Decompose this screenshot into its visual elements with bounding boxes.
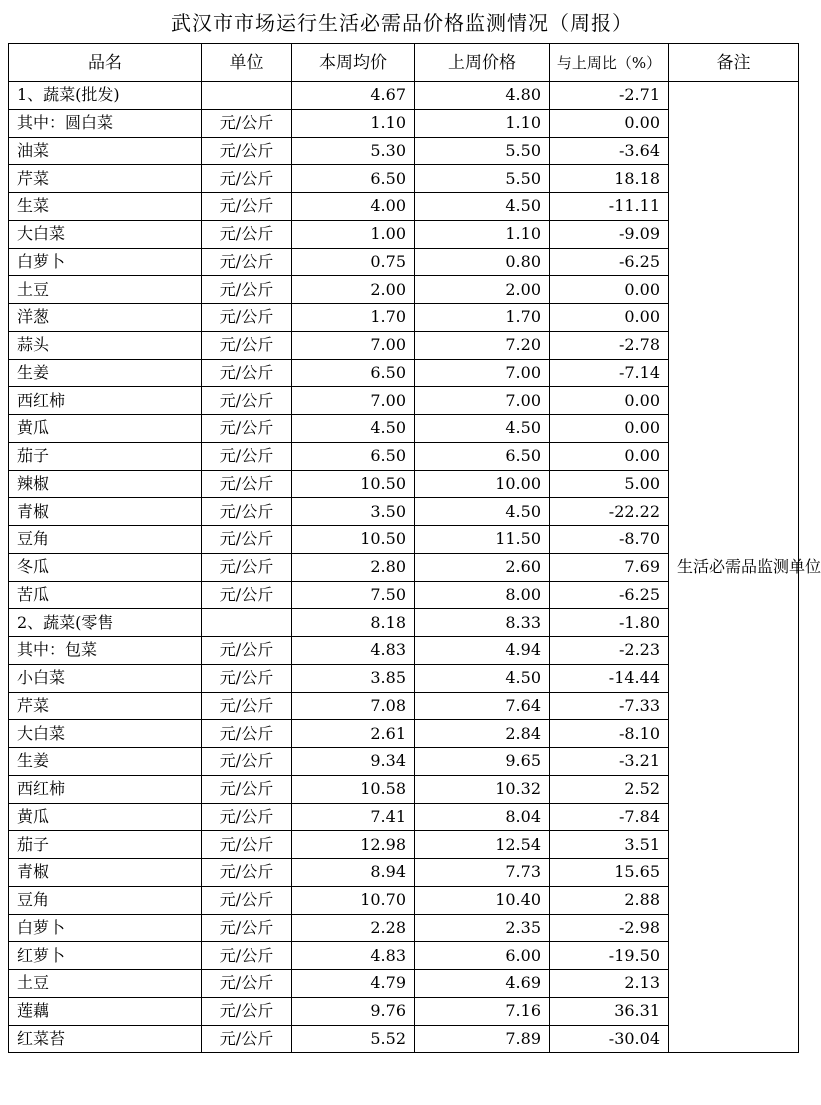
cell-name: 其中：圆白菜 [9, 109, 202, 137]
cell-change-percent: 36.31 [550, 997, 669, 1025]
cell-last-week-price: 4.50 [415, 193, 550, 221]
cell-change-percent: -8.70 [550, 526, 669, 554]
cell-name: 辣椒 [9, 470, 202, 498]
cell-name: 大白菜 [9, 720, 202, 748]
cell-name: 土豆 [9, 276, 202, 304]
cell-name: 茄子 [9, 831, 202, 859]
cell-last-week-price: 11.50 [415, 526, 550, 554]
cell-unit: 元/公斤 [202, 387, 292, 415]
cell-name: 油菜 [9, 137, 202, 165]
cell-this-week-price: 7.08 [292, 692, 415, 720]
cell-name: 茄子 [9, 442, 202, 470]
cell-last-week-price: 4.80 [415, 82, 550, 110]
cell-last-week-price: 4.50 [415, 415, 550, 443]
cell-change-percent: -30.04 [550, 1025, 669, 1053]
cell-name: 小白菜 [9, 664, 202, 692]
header-this-week: 本周均价 [292, 44, 415, 82]
cell-this-week-price: 10.50 [292, 526, 415, 554]
cell-last-week-price: 4.50 [415, 498, 550, 526]
cell-name: 蒜头 [9, 331, 202, 359]
cell-change-percent: -3.21 [550, 748, 669, 776]
cell-this-week-price: 2.61 [292, 720, 415, 748]
header-last-week: 上周价格 [415, 44, 550, 82]
cell-this-week-price: 5.30 [292, 137, 415, 165]
cell-change-percent: -2.98 [550, 914, 669, 942]
cell-last-week-price: 5.50 [415, 165, 550, 193]
cell-unit: 元/公斤 [202, 248, 292, 276]
cell-this-week-price: 1.70 [292, 304, 415, 332]
price-table [8, 43, 821, 1053]
cell-this-week-price: 4.67 [292, 82, 415, 110]
cell-change-percent: -14.44 [550, 664, 669, 692]
cell-change-percent: -2.71 [550, 82, 669, 110]
cell-last-week-price: 8.33 [415, 609, 550, 637]
cell-unit: 元/公斤 [202, 859, 292, 887]
cell-change-percent: 15.65 [550, 859, 669, 887]
cell-name: 红菜苔 [9, 1025, 202, 1053]
cell-change-percent: -6.25 [550, 581, 669, 609]
cell-unit: 元/公斤 [202, 775, 292, 803]
cell-change-percent: -7.14 [550, 359, 669, 387]
cell-change-percent: -7.33 [550, 692, 669, 720]
cell-change-percent: 2.88 [550, 886, 669, 914]
cell-this-week-price: 0.75 [292, 248, 415, 276]
cell-this-week-price: 1.10 [292, 109, 415, 137]
cell-change-percent: 3.51 [550, 831, 669, 859]
cell-change-percent: 0.00 [550, 276, 669, 304]
table-row [9, 82, 799, 110]
cell-name: 白萝卜 [9, 248, 202, 276]
cell-unit: 元/公斤 [202, 109, 292, 137]
cell-change-percent: 0.00 [550, 109, 669, 137]
cell-change-percent: 0.00 [550, 387, 669, 415]
cell-name: 大白菜 [9, 220, 202, 248]
cell-last-week-price: 10.32 [415, 775, 550, 803]
cell-last-week-price: 1.70 [415, 304, 550, 332]
cell-last-week-price: 7.00 [415, 387, 550, 415]
page-title: 武汉市市场运行生活必需品价格监测情况（周报） [171, 11, 633, 35]
cell-change-percent: -2.78 [550, 331, 669, 359]
cell-change-percent: -9.09 [550, 220, 669, 248]
cell-this-week-price: 2.28 [292, 914, 415, 942]
cell-name: 红萝卜 [9, 942, 202, 970]
cell-name: 苦瓜 [9, 581, 202, 609]
cell-unit: 元/公斤 [202, 165, 292, 193]
cell-this-week-price: 10.50 [292, 470, 415, 498]
cell-this-week-price: 2.80 [292, 553, 415, 581]
cell-this-week-price: 4.00 [292, 193, 415, 221]
cell-name: 西红柿 [9, 387, 202, 415]
cell-unit: 元/公斤 [202, 498, 292, 526]
cell-last-week-price: 10.00 [415, 470, 550, 498]
cell-unit: 元/公斤 [202, 276, 292, 304]
cell-name: 青椒 [9, 859, 202, 887]
cell-change-percent: 2.52 [550, 775, 669, 803]
cell-change-percent: 18.18 [550, 165, 669, 193]
cell-name: 生姜 [9, 748, 202, 776]
cell-last-week-price: 4.50 [415, 664, 550, 692]
cell-change-percent: 0.00 [550, 304, 669, 332]
cell-change-percent: -2.23 [550, 637, 669, 665]
cell-unit: 元/公斤 [202, 304, 292, 332]
cell-last-week-price: 10.40 [415, 886, 550, 914]
cell-last-week-price: 5.50 [415, 137, 550, 165]
cell-this-week-price: 7.41 [292, 803, 415, 831]
cell-unit: 元/公斤 [202, 331, 292, 359]
cell-last-week-price: 8.04 [415, 803, 550, 831]
cell-name: 芹菜 [9, 692, 202, 720]
cell-this-week-price: 10.58 [292, 775, 415, 803]
cell-this-week-price: 10.70 [292, 886, 415, 914]
cell-this-week-price: 6.50 [292, 359, 415, 387]
cell-this-week-price: 7.50 [292, 581, 415, 609]
cell-change-percent: 2.13 [550, 970, 669, 998]
cell-unit: 元/公斤 [202, 137, 292, 165]
cell-unit: 元/公斤 [202, 526, 292, 554]
cell-change-percent: -3.64 [550, 137, 669, 165]
cell-name: 白萝卜 [9, 914, 202, 942]
cell-last-week-price: 1.10 [415, 220, 550, 248]
cell-last-week-price: 9.65 [415, 748, 550, 776]
cell-this-week-price: 12.98 [292, 831, 415, 859]
cell-this-week-price: 3.50 [292, 498, 415, 526]
cell-name: 其中：包菜 [9, 637, 202, 665]
cell-name: 生姜 [9, 359, 202, 387]
header-remark: 备注 [669, 44, 799, 82]
cell-unit [202, 82, 292, 110]
remark-cell: 生活必需品监测单位 [669, 82, 799, 1053]
cell-change-percent: 7.69 [550, 553, 669, 581]
cell-unit: 元/公斤 [202, 748, 292, 776]
cell-unit: 元/公斤 [202, 470, 292, 498]
cell-unit: 元/公斤 [202, 803, 292, 831]
cell-name: 冬瓜 [9, 553, 202, 581]
cell-unit: 元/公斤 [202, 970, 292, 998]
header-name: 品名 [9, 44, 202, 82]
cell-unit: 元/公斤 [202, 997, 292, 1025]
header-row [9, 44, 799, 82]
cell-last-week-price: 0.80 [415, 248, 550, 276]
cell-change-percent: -19.50 [550, 942, 669, 970]
cell-last-week-price: 6.50 [415, 442, 550, 470]
cell-unit: 元/公斤 [202, 1025, 292, 1053]
cell-this-week-price: 4.83 [292, 637, 415, 665]
cell-last-week-price: 6.00 [415, 942, 550, 970]
cell-this-week-price: 3.85 [292, 664, 415, 692]
cell-this-week-price: 6.50 [292, 165, 415, 193]
cell-change-percent: -7.84 [550, 803, 669, 831]
cell-name: 豆角 [9, 526, 202, 554]
cell-unit: 元/公斤 [202, 581, 292, 609]
cell-name: 豆角 [9, 886, 202, 914]
cell-last-week-price: 12.54 [415, 831, 550, 859]
cell-last-week-price: 4.69 [415, 970, 550, 998]
cell-this-week-price: 8.94 [292, 859, 415, 887]
cell-this-week-price: 6.50 [292, 442, 415, 470]
cell-last-week-price: 7.00 [415, 359, 550, 387]
table-header [9, 44, 799, 82]
cell-last-week-price: 7.16 [415, 997, 550, 1025]
cell-this-week-price: 7.00 [292, 387, 415, 415]
cell-unit: 元/公斤 [202, 831, 292, 859]
cell-last-week-price: 2.84 [415, 720, 550, 748]
cell-this-week-price: 1.00 [292, 220, 415, 248]
cell-this-week-price: 4.50 [292, 415, 415, 443]
cell-last-week-price: 4.94 [415, 637, 550, 665]
cell-change-percent: -6.25 [550, 248, 669, 276]
cell-change-percent: -22.22 [550, 498, 669, 526]
cell-change-percent: 5.00 [550, 470, 669, 498]
cell-unit: 元/公斤 [202, 193, 292, 221]
cell-unit: 元/公斤 [202, 553, 292, 581]
cell-this-week-price: 7.00 [292, 331, 415, 359]
cell-unit: 元/公斤 [202, 637, 292, 665]
table-body [9, 82, 821, 1053]
cell-name: 西红柿 [9, 775, 202, 803]
cell-this-week-price: 8.18 [292, 609, 415, 637]
cell-this-week-price: 4.79 [292, 970, 415, 998]
cell-name: 黄瓜 [9, 803, 202, 831]
cell-unit: 元/公斤 [202, 359, 292, 387]
cell-change-percent: -11.11 [550, 193, 669, 221]
cell-name: 生菜 [9, 193, 202, 221]
cell-unit: 元/公斤 [202, 942, 292, 970]
cell-this-week-price: 4.83 [292, 942, 415, 970]
cell-unit: 元/公斤 [202, 442, 292, 470]
cell-change-percent: -8.10 [550, 720, 669, 748]
cell-unit: 元/公斤 [202, 220, 292, 248]
cell-name: 青椒 [9, 498, 202, 526]
cell-this-week-price: 9.76 [292, 997, 415, 1025]
cell-unit [202, 609, 292, 637]
cell-last-week-price: 7.20 [415, 331, 550, 359]
cell-last-week-price: 2.60 [415, 553, 550, 581]
cell-unit: 元/公斤 [202, 914, 292, 942]
cell-unit: 元/公斤 [202, 692, 292, 720]
cell-this-week-price: 2.00 [292, 276, 415, 304]
cell-name: 芹菜 [9, 165, 202, 193]
cell-name: 1、蔬菜(批发) [9, 82, 202, 110]
cell-this-week-price: 9.34 [292, 748, 415, 776]
cell-last-week-price: 8.00 [415, 581, 550, 609]
cell-last-week-price: 7.73 [415, 859, 550, 887]
header-change: 与上周比（%） [550, 44, 669, 82]
header-unit: 单位 [202, 44, 292, 82]
cell-name: 2、蔬菜(零售 [9, 609, 202, 637]
cell-name: 土豆 [9, 970, 202, 998]
cell-this-week-price: 5.52 [292, 1025, 415, 1053]
cell-unit: 元/公斤 [202, 664, 292, 692]
cell-name: 黄瓜 [9, 415, 202, 443]
cell-change-percent: 0.00 [550, 442, 669, 470]
cell-unit: 元/公斤 [202, 886, 292, 914]
cell-last-week-price: 7.89 [415, 1025, 550, 1053]
cell-change-percent: -1.80 [550, 609, 669, 637]
cell-name: 莲藕 [9, 997, 202, 1025]
cell-last-week-price: 1.10 [415, 109, 550, 137]
cell-unit: 元/公斤 [202, 720, 292, 748]
cell-last-week-price: 7.64 [415, 692, 550, 720]
cell-last-week-price: 2.35 [415, 914, 550, 942]
cell-change-percent: 0.00 [550, 415, 669, 443]
cell-name: 洋葱 [9, 304, 202, 332]
cell-last-week-price: 2.00 [415, 276, 550, 304]
cell-unit: 元/公斤 [202, 415, 292, 443]
